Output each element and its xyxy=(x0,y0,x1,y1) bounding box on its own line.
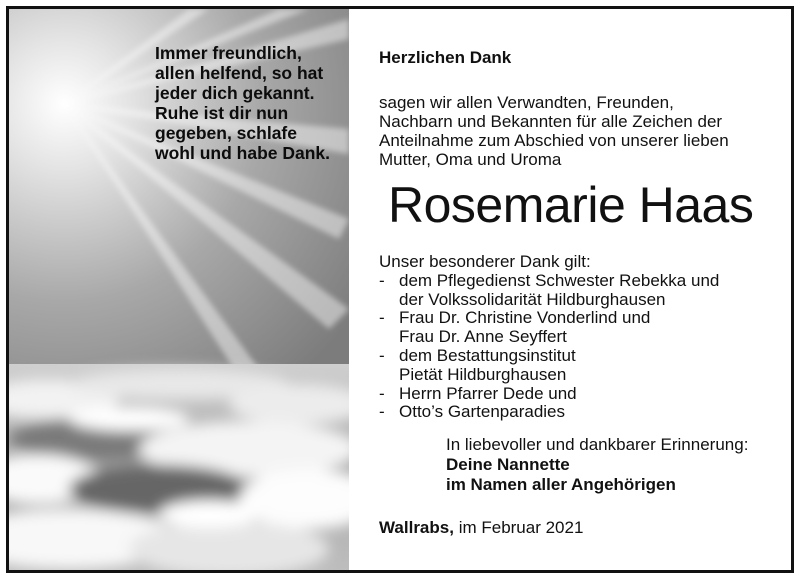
thanks-item xyxy=(379,272,719,291)
intro-line: Nachbarn und Bekannten für alle Zeichen der xyxy=(379,112,723,131)
thanks-heading: Herzlichen Dank xyxy=(379,48,512,67)
place-town: Wallrabs, xyxy=(379,518,454,537)
thanks-item xyxy=(379,403,719,422)
list-dash: - xyxy=(379,402,385,422)
poem-line: wohl und habe Dank. xyxy=(155,143,331,163)
closing-block xyxy=(446,435,748,495)
thanks-title: Unser besonderer Dank gilt: xyxy=(379,252,591,271)
thanks-item-text: Herrn Pfarrer Dede und xyxy=(399,383,577,403)
thanks-item xyxy=(379,385,719,404)
list-dash: - xyxy=(379,270,385,290)
intro-line: Anteilnahme zum Abschied von unserer lieben xyxy=(379,131,729,150)
intro-line: sagen wir allen Verwandten, Freunden, xyxy=(379,93,674,112)
list-dash: - xyxy=(379,308,385,328)
deceased-name: Rosemarie Haas xyxy=(388,177,754,233)
list-dash: - xyxy=(379,345,385,365)
thanks-item-text: Otto’s Gartenparadies xyxy=(399,402,565,422)
poem-line: Ruhe ist dir nun xyxy=(155,103,289,123)
memorial-poem xyxy=(155,43,330,163)
thanks-item-text: dem Bestattungsinstitut xyxy=(399,345,576,365)
intro-paragraph xyxy=(379,93,729,169)
thanks-item-text: dem Pflegedienst Schwester Rebekka und xyxy=(399,270,720,290)
intro-line: Mutter, Oma und Uroma xyxy=(379,150,562,169)
list-dash: - xyxy=(379,383,385,403)
thanks-item-text: Frau Dr. Christine Vonderlind und xyxy=(399,308,651,328)
place-date xyxy=(379,518,583,538)
thanks-item-continuation: Frau Dr. Anne Seyffert xyxy=(399,327,567,347)
closing-line: In liebevoller und dankbarer Erinnerung: xyxy=(446,435,749,454)
special-thanks-list xyxy=(379,253,719,422)
signature-relatives: im Namen aller Angehörigen xyxy=(446,475,676,494)
poem-line: jeder dich gekannt. xyxy=(155,83,315,103)
thanks-item xyxy=(379,309,719,328)
poem-line: Immer freundlich, xyxy=(155,43,302,63)
poem-line: allen helfend, so hat xyxy=(155,63,324,83)
thanks-item-continuation: Pietät Hildburghausen xyxy=(399,364,567,384)
poem-line: gegeben, schlafe xyxy=(155,123,297,143)
obituary-card xyxy=(6,6,794,573)
text-column xyxy=(379,9,794,570)
date-text: im Februar 2021 xyxy=(458,518,584,537)
signature-name: Deine Nannette xyxy=(446,455,570,474)
thanks-item xyxy=(379,347,719,366)
thanks-item-continuation: der Volkssolidarität Hildburghausen xyxy=(399,289,666,309)
